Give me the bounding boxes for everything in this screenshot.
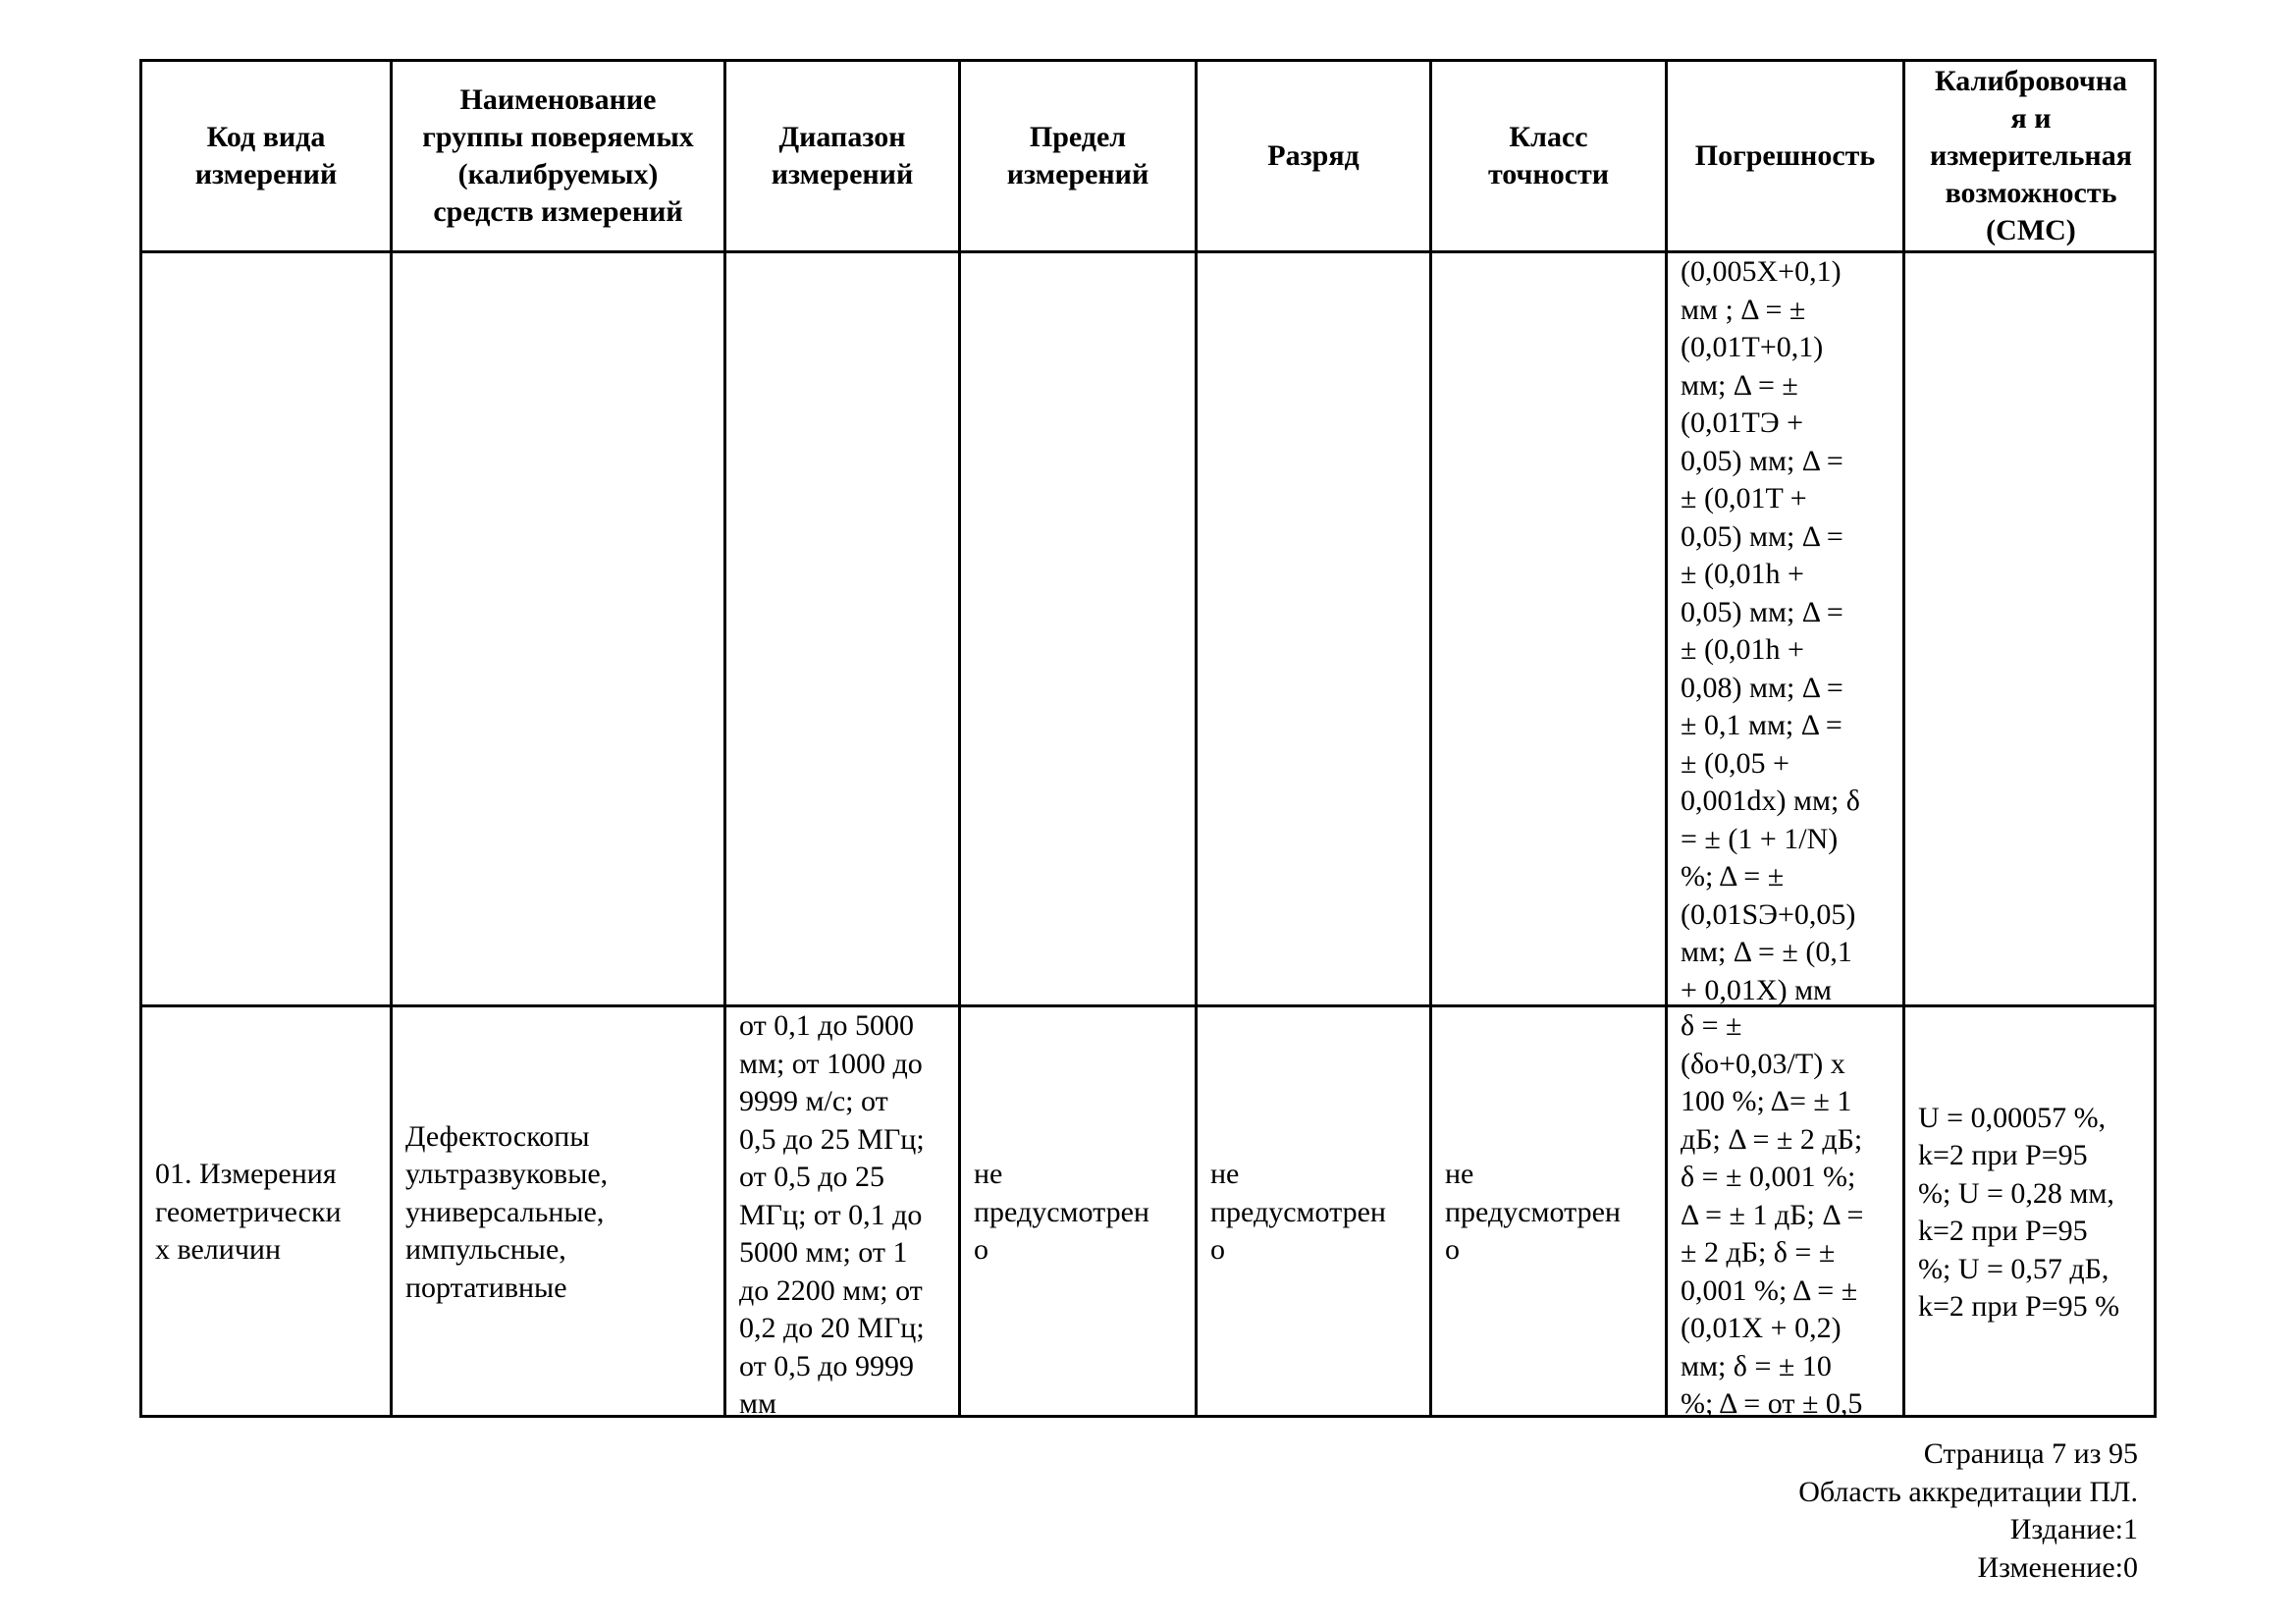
row2-error: [1665, 1004, 1902, 1418]
header-instrument-group: [390, 62, 723, 250]
cell-line: мм ; Δ = ±: [1681, 293, 1806, 326]
row1-error: [1665, 250, 1902, 1004]
cell-line: k=2 при P=95 %: [1918, 1290, 2120, 1323]
cell-text: [1267, 137, 1359, 175]
cell-line: предусмотрен: [1210, 1195, 1386, 1228]
cell-line: ± (0,05 +: [1681, 746, 1789, 780]
cell-line: измерений: [771, 158, 914, 190]
cell-line: Погрешность: [1694, 139, 1876, 172]
cell-line: k=2 при P=95: [1918, 1215, 2088, 1247]
cell-line: ± 0,1 мм; Δ =: [1681, 709, 1842, 741]
cell-line: МГц; от 0,1 до: [739, 1198, 923, 1231]
cell-line: 0,001 %; Δ = ±: [1681, 1273, 1858, 1307]
header-accuracy-class: [1429, 62, 1665, 250]
cell-line: я и: [2010, 102, 2052, 135]
cell-text: [772, 119, 914, 193]
cell-line: (0,01TЭ +: [1681, 406, 1804, 439]
cell-line: δ = ±: [1681, 1009, 1742, 1042]
cell-line: %; Δ = от ± 0,5: [1681, 1387, 1863, 1420]
cell-line: Предел: [1029, 121, 1127, 153]
cell-text: [1918, 1100, 2119, 1326]
row2-grade: [1195, 1004, 1429, 1418]
cell-text: [422, 81, 694, 231]
cell-line: измерений: [194, 158, 338, 190]
cell-line: 01. Измерения: [155, 1158, 337, 1191]
header-error: [1665, 62, 1902, 250]
header-cmc: [1902, 62, 2157, 250]
cell-line: Диапазон: [778, 121, 906, 153]
cell-line: 0,05) мм; Δ =: [1681, 444, 1843, 477]
cell-text: [155, 1156, 342, 1270]
cell-line: предусмотрен: [974, 1195, 1149, 1228]
cell-line: х величин: [155, 1233, 282, 1267]
cell-line: + 0,01X) мм: [1681, 973, 1833, 1006]
row1-code: [142, 250, 390, 1004]
cell-line: (δo+0,03/T) x: [1681, 1047, 1845, 1080]
row2-range: [723, 1004, 958, 1418]
row1-grade: [1195, 250, 1429, 1004]
cell-line: от 0,5 до 9999: [739, 1349, 914, 1382]
row1-limit: [958, 250, 1195, 1004]
cell-line: импульсные,: [405, 1233, 566, 1267]
row2-class: [1429, 1004, 1665, 1418]
cell-line: k=2 при P=95: [1918, 1139, 2088, 1171]
cell-line: ультразвуковые,: [405, 1158, 609, 1191]
cell-line: не: [1445, 1158, 1474, 1191]
cell-text: [1681, 253, 1902, 1009]
cell-text: [1930, 63, 2132, 249]
cell-text: [974, 1156, 1149, 1270]
cell-line: не: [974, 1158, 1003, 1191]
cell-line: ± (0,01h +: [1681, 633, 1804, 666]
cell-line: о: [1210, 1233, 1225, 1267]
cell-line: от 0,1 до 5000: [739, 1009, 914, 1042]
row1-cmc: [1902, 250, 2157, 1004]
cell-line: (СМС): [1986, 214, 2076, 246]
cell-line: ± (0,01T +: [1681, 482, 1807, 514]
cell-text: [739, 1007, 958, 1424]
cell-line: Класс: [1509, 121, 1588, 153]
cell-line: 0,5 до 25 МГц;: [739, 1122, 925, 1156]
cell-line: %; U = 0,28 мм,: [1918, 1176, 2114, 1210]
header-grade: [1195, 62, 1429, 250]
cell-line: Наименование: [459, 83, 657, 116]
row2-limit: [958, 1004, 1195, 1418]
cell-text: [1488, 119, 1609, 193]
cell-line: = ± (1 + 1/N): [1681, 822, 1839, 855]
page-footer: [1798, 1435, 2138, 1587]
cell-line: универсальные,: [405, 1195, 605, 1228]
cell-line: группы поверяемых: [422, 121, 694, 153]
cell-line: измерений: [1006, 158, 1149, 190]
cell-line: портативные: [405, 1271, 567, 1304]
row2-group: [390, 1004, 723, 1418]
cell-line: дБ; Δ = ± 2 дБ;: [1681, 1122, 1863, 1156]
cell-line: 100 %; Δ= ± 1: [1681, 1085, 1852, 1117]
cell-line: (0,01T+0,1): [1681, 331, 1824, 363]
edition: Издание:1: [2009, 1513, 2138, 1545]
cell-text: [1210, 1156, 1386, 1270]
cell-line: Разряд: [1267, 139, 1360, 172]
cell-line: 0,08) мм; Δ =: [1681, 671, 1843, 704]
header-range: [723, 62, 958, 250]
cell-line: (0,01X + 0,2): [1681, 1312, 1842, 1344]
cell-line: 0,05) мм; Δ =: [1681, 519, 1843, 553]
cell-line: (0,005X+0,1): [1681, 255, 1842, 288]
cell-line: (калибруемых): [457, 158, 659, 190]
cell-text: [1007, 119, 1149, 193]
cell-line: (0,01SЭ+0,05): [1681, 897, 1856, 931]
row2-code: [142, 1004, 390, 1418]
cell-line: 5000 мм; от 1: [739, 1236, 908, 1269]
cell-line: геометрически: [155, 1195, 342, 1228]
cell-line: точности: [1487, 158, 1610, 190]
cell-line: до 2200 мм; от: [739, 1273, 923, 1307]
cell-line: Δ = ± 1 дБ; Δ =: [1681, 1198, 1864, 1231]
cell-line: о: [1445, 1233, 1460, 1267]
cell-line: мм: [739, 1387, 776, 1420]
cell-text: [1681, 1007, 1902, 1424]
cell-line: мм; δ = ± 10: [1681, 1349, 1832, 1382]
cell-text: [1695, 137, 1876, 175]
cell-line: не: [1210, 1158, 1240, 1191]
cell-line: Дефектоскопы: [405, 1119, 590, 1153]
accreditation-table: [139, 59, 2157, 1418]
row1-class: [1429, 250, 1665, 1004]
cell-line: %; U = 0,57 дБ,: [1918, 1252, 2109, 1285]
cell-line: ± (0,01h +: [1681, 558, 1804, 590]
cell-line: мм; от 1000 до: [739, 1047, 923, 1080]
accreditation-scope: Область аккредитации ПЛ.: [1798, 1475, 2138, 1508]
cell-line: 9999 м/с; от: [739, 1085, 888, 1117]
cell-line: предусмотрен: [1445, 1195, 1621, 1228]
row2-cmc: [1902, 1004, 2157, 1418]
cell-line: средств измерений: [433, 195, 683, 228]
cell-text: [405, 1118, 608, 1308]
cell-line: измерительная: [1930, 139, 2132, 172]
cell-line: мм; Δ = ±: [1681, 368, 1798, 402]
cell-line: мм; Δ = ± (0,1: [1681, 936, 1852, 968]
cell-line: Код вида: [206, 121, 326, 153]
header-limit: [958, 62, 1195, 250]
cell-line: возможность: [1945, 177, 2117, 209]
cell-line: ± 2 дБ; δ = ±: [1681, 1236, 1836, 1269]
cell-line: δ = ± 0,001 %;: [1681, 1161, 1856, 1193]
change-number: Изменение:0: [1977, 1550, 2138, 1584]
cell-line: Калибровочна: [1934, 65, 2128, 97]
cell-line: %; Δ = ±: [1681, 860, 1785, 893]
cell-line: от 0,5 до 25: [739, 1161, 884, 1193]
cell-line: 0,05) мм; Δ =: [1681, 595, 1843, 628]
cell-text: [1445, 1156, 1621, 1270]
row1-range: [723, 250, 958, 1004]
header-code: [142, 62, 390, 250]
cell-line: U = 0,00057 %,: [1918, 1101, 2107, 1134]
cell-line: о: [974, 1233, 988, 1267]
cell-line: 0,2 до 20 МГц;: [739, 1312, 925, 1344]
page-number: Страница 7 из 95: [1923, 1437, 2138, 1470]
cell-text: [195, 119, 338, 193]
row1-group: [390, 250, 723, 1004]
cell-line: 0,001dx) мм; δ: [1681, 785, 1860, 817]
